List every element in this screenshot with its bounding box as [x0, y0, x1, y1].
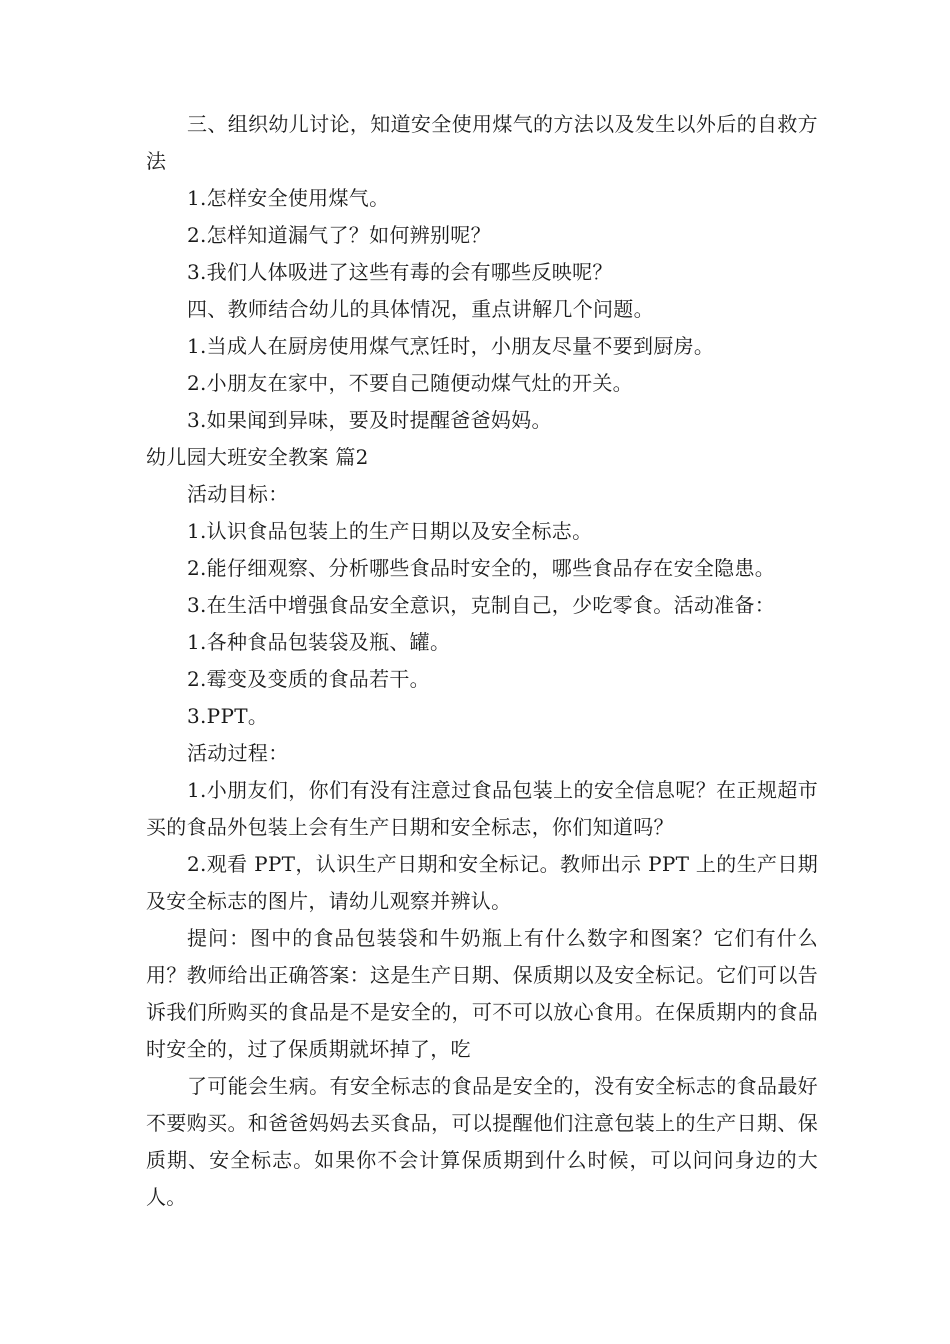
paragraph: 1.怎样安全使用煤气。 [187, 186, 390, 210]
paragraph: 2.小朋友在家中，不要自己随便动煤气灶的开关。 [187, 371, 633, 395]
paragraph: 3.在生活中增强食品安全意识，克制自己，少吃零食。活动准备： [187, 593, 776, 617]
paragraph: 了可能会生病。有安全标志的食品是安全的，没有安全标志的食品最好不要购买。和爸爸妈妈去买食品，可以提醒他们注意包装上的生产日期、保质期、安全标志。如果你不会计算保质期到什么时候，可以问问身边的大人。 [146, 1074, 818, 1209]
paragraph: 3.PPT。 [187, 704, 269, 728]
section-heading: 四、教师结合幼儿的具体情况，重点讲解几个问题。 [187, 297, 654, 321]
paragraph: 三、组织幼儿讨论，知道安全使用煤气的方法以及发生以外后的自救方法 [146, 112, 818, 173]
paragraph: 2.观看 PPT，认识生产日期和安全标记。教师出示 PPT 上的生产日期及安全标志的图片，请幼儿观察并辨认。 [146, 852, 818, 913]
paragraph: 1.小朋友们，你们有没有注意过食品包装上的安全信息呢？在正规超市买的食品外包装上会有生产日期和安全标志，你们知道吗？ [146, 778, 818, 839]
paragraph: 1.各种食品包装袋及瓶、罐。 [187, 630, 451, 654]
paragraph: 提问：图中的食品包装袋和牛奶瓶上有什么数字和图案？它们有什么用？教师给出正确答案：这是生产日期、保质期以及安全标记。它们可以告诉我们所购买的食品是不是安全的，可不可以放心食用。在保质期内的食品时安全的，过了保质期就坏掉了，吃 [146, 926, 818, 1061]
paragraph: 1.认识食品包装上的生产日期以及安全标志。 [187, 519, 593, 543]
paragraph: 2.霉变及变质的食品若干。 [187, 667, 430, 691]
paragraph: 3.我们人体吸进了这些有毒的会有哪些反映呢？ [187, 260, 613, 284]
section-heading: 活动过程： [187, 741, 289, 765]
chapter-title: 幼儿园大班安全教案 篇2 [146, 445, 369, 469]
section-heading: 活动目标： [187, 482, 289, 506]
paragraph: 3.如果闻到异味，要及时提醒爸爸妈妈。 [187, 408, 552, 432]
paragraph: 2.怎样知道漏气了？如何辨别呢？ [187, 223, 491, 247]
paragraph: 2.能仔细观察、分析哪些食品时安全的，哪些食品存在安全隐患。 [187, 556, 776, 580]
paragraph: 1.当成人在厨房使用煤气烹饪时，小朋友尽量不要到厨房。 [187, 334, 715, 358]
document-page [146, 106, 818, 1216]
